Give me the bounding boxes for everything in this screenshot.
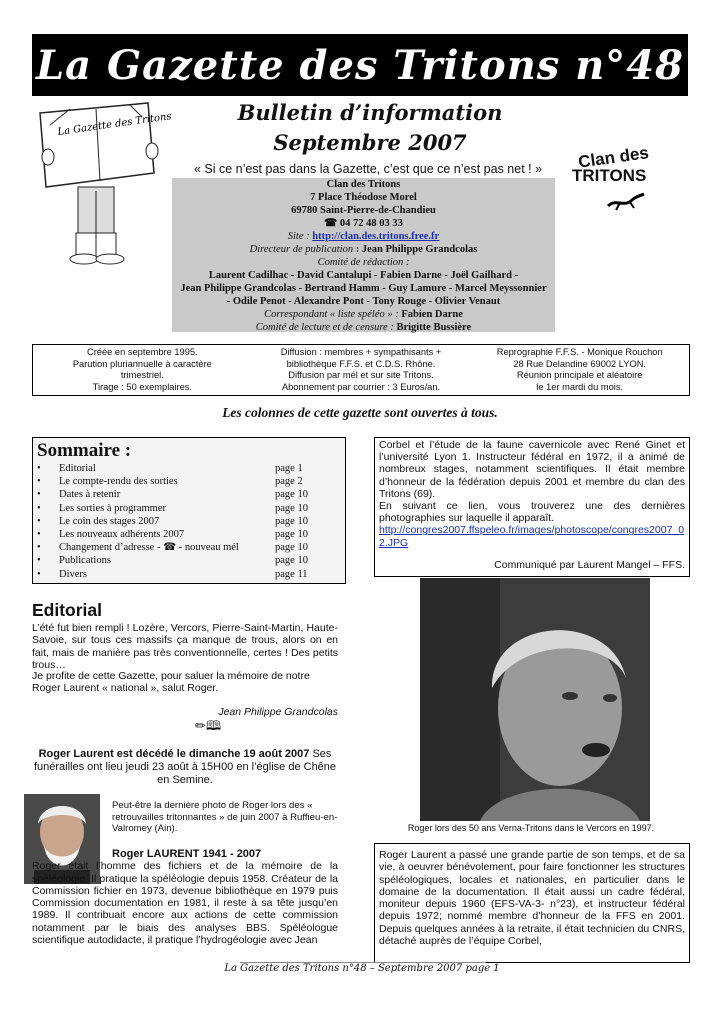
toc-title: Sommaire : [37, 440, 132, 461]
strip-text: Diffusion par mél et sur site Tritons. [288, 370, 434, 380]
committee-line-2: Jean Philippe Grandcolas - Bertrand Hamm - Guy Lamure - Marcel Meyssonnier [180, 283, 547, 294]
table-of-contents [32, 437, 346, 584]
strip-col-reprographie [470, 345, 689, 395]
committee-line-3: - Odile Penot - Alexandre Pont - Tony Rouge - Olivier Venaut [226, 296, 501, 307]
toc-item-label: Les sorties à programmer [59, 502, 167, 514]
toc-item [33, 541, 345, 554]
roger-bio [32, 848, 338, 946]
editorial-para-1: L’été fut bien rempli ! Lozère, Vercors, Pierre-Saint-Martin, Haute-Savoie, sur tous ces massifs ça manque de trous, alors on en fait, mais de manière pas très conventionnelle, certes ! Des petits trous… [32, 622, 338, 671]
strip-text: Créée en septembre 1995. [87, 347, 198, 357]
committee-line-1: Laurent Cadilhac - David Cantalupi - Fabien Darne - Joël Gailhard - [208, 270, 519, 281]
bulletin-heading: Bulletin d’information [237, 100, 503, 125]
masthead [32, 34, 688, 96]
toc-item [33, 475, 345, 488]
strip-col-creation [33, 345, 252, 395]
logo-line1: Clan des [577, 143, 650, 172]
editorial-para-2: Je profite de cette Gazette, pour saluer la mémoire de notre Roger Laurent « national », salut Roger. [32, 670, 310, 695]
reading-name: Brigitte Bussière [393, 322, 472, 333]
toc-item-page: page 11 [275, 568, 308, 580]
toc-item [33, 554, 345, 567]
toc-item-label: Dates à retenir [59, 489, 121, 501]
toc-item-page: page 10 [275, 528, 308, 540]
toc-item-label: Divers [59, 568, 87, 580]
bullet-icon: • [37, 463, 41, 474]
toc-item [33, 568, 345, 581]
toc-item [33, 502, 345, 515]
reading-label: Comité de lecture et de censure : [255, 322, 394, 333]
bottom-text: Roger Laurent a passé une grande partie de son temps, et de sa vie, à oeuvrer bénévolement, pour faire fonctionner les structures spéléologiques, locales et nationales, en particulier dans le domaine de la documentation. Il était aussi un cadre fédéral, moniteur depuis 1960 (EFS-VA-3- n°23), et instructeur fédéral depuis 1972; nommé membre d’honneur de la FFS en 2001. Depuis quelques années à la retraite, il était technicien du CNRS, détaché auprès de l’équipe Corbel, [379, 849, 685, 948]
right-text-2: En suivant ce lien, vous trouverez une des dernières photographies sur laquelle il apparaît. [379, 500, 685, 525]
org-city: 69780 Saint-Pierre-de-Chandieu [291, 205, 436, 216]
toc-item-page: page 10 [275, 489, 308, 501]
director-name: : Jean Philippe Grandcolas [353, 244, 478, 255]
toc-item [33, 488, 345, 501]
correspondent-label: Correspondant « liste spéléo » : [264, 309, 399, 320]
toc-item-page: page 10 [275, 542, 308, 554]
org-street: 7 Place Théodose Morel [310, 192, 417, 203]
site-label: Site : [287, 231, 310, 242]
director-label: Directeur de publication [249, 244, 354, 255]
strip-text: le 1er mardi du mois. [536, 381, 624, 392]
roger-vercors-photo [420, 578, 650, 821]
toc-list [33, 462, 345, 581]
death-notice [32, 748, 338, 787]
bio-text: Roger était l’homme des fichiers et de la mémoire de la spéléologie. Il pratique la spéléologie depuis 1958. Créateur de la Commission fichier en 1973, devenue bibliothèque en 1979 puis Commission documentation en 1981, il reste à sa tête jusqu’en 1989. Il contribuait encore aux actions de cette commission notamment par le biais des analyses BBS. Spéléologue scientifique autodidacte, il pratique l’hydrogéologie avec Jean [32, 860, 338, 947]
gazette-reader-logo [30, 95, 173, 265]
right-bottom-box [374, 843, 690, 963]
svg-text:La Gazette des Tritons: La Gazette des Tritons [56, 111, 173, 138]
bullet-icon: • [37, 489, 41, 501]
site-link[interactable]: http://clan.des.tritons.free.fr [312, 231, 440, 242]
committee-label: Comité de rédaction : [317, 257, 410, 268]
photo-link[interactable]: http://congres2007.ffspeleo.fr/images/photoscope/congres2007_02.JPG [379, 524, 685, 549]
bullet-icon: • [37, 555, 41, 567]
strip-text: 28 Rue Delandine 69002 LYON. [513, 358, 647, 369]
pen-book-icon: ✏🕮 [195, 718, 222, 733]
strip-text: Diffusion : membres + sympathisants + [280, 347, 442, 357]
correspondent-name: Fabien Darne [398, 309, 463, 320]
right-text-1: Corbel et l’étude de la faune cavernicole avec René Ginet et l’université Lyon 1. Instructeur fédéral en 1972, il a animé de nombreux stages, notamment scientifiques. Il était membre d’honneur de la fédération depuis 2001 et membre du clan des Tritons (69). [379, 439, 685, 500]
editorial-signature: Jean Philippe Grandcolas [218, 706, 338, 718]
page-footer: La Gazette des Tritons n°48 – Septembre 2007 page 1 [224, 963, 500, 974]
toc-item-label: Le compte-rendu des sorties [59, 476, 178, 488]
bio-title: Roger LAURENT 1941 - 2007 [112, 848, 262, 860]
toc-item-page: page 10 [275, 515, 308, 527]
bullet-icon: • [37, 568, 41, 580]
toc-item-page: page 1 [275, 463, 303, 474]
toc-item [33, 462, 345, 475]
toc-item-page: page 10 [275, 555, 308, 567]
strip-col-diffusion [252, 345, 471, 395]
strip-text: Reprographie F.F.S. - Monique Rouchon [496, 347, 663, 357]
death-notice-bold: Roger Laurent est décédé le dimanche 19 août 2007 [38, 748, 310, 760]
editorial-title: Editorial [32, 600, 103, 620]
portrait-caption: Peut-être la dernière photo de Roger lors des « retrouvailles tritonnantes » de juin 2007 à Ruffieu-en-Valromey (Ain). [112, 800, 338, 834]
info-box [172, 178, 555, 332]
death-notice-rest: Ses funérailles ont lieu jeudi 23 août à 15H00 en l’église de Chêne en Semine. [33, 748, 337, 786]
gazette-title: La Gazette des Tritons n°48 [36, 41, 684, 89]
bullet-icon: • [37, 515, 41, 527]
strip-text: Tirage : 50 exemplaires. [92, 381, 193, 392]
toc-item-label: Le coin des stages 2007 [59, 515, 160, 527]
bullet-icon: • [37, 528, 41, 540]
strip-text: Parution pluriannuelle à caractère [72, 358, 212, 369]
bulletin-date: Septembre 2007 [273, 130, 467, 155]
toc-item-label: Publications [59, 555, 111, 567]
bullet-icon: • [37, 542, 41, 554]
salamander-icon [606, 190, 646, 214]
toc-item-page: page 2 [275, 476, 303, 488]
strip-text: trimestriel. [120, 370, 164, 380]
bullet-icon: • [37, 476, 41, 488]
org-name: Clan des Tritons [326, 179, 401, 190]
right-article-box [374, 437, 690, 577]
slogan: « Si ce n’est pas dans la Gazette, c’est que ce n’est pas net ! » [193, 162, 543, 176]
publication-info-strip [32, 344, 690, 396]
big-photo-caption: Roger lors des 50 ans Verna-Tritons dans le Vercors en 1997. [407, 823, 655, 833]
toc-item-label: Editorial [59, 463, 96, 474]
toc-item [33, 528, 345, 541]
open-columns-note: Les colonnes de cette gazette sont ouvertes à tous. [222, 405, 498, 420]
toc-item [33, 515, 345, 528]
toc-item-label: Changement d’adresse - ☎ - nouveau mél [59, 542, 239, 554]
credit-line: Communiqué par Laurent Mangel – FFS. [494, 558, 685, 571]
strip-text: bibliothèque F.F.S. et C.D.S. Rhône. [286, 358, 436, 369]
toc-item-page: page 10 [275, 502, 308, 514]
clan-tritons-logo [566, 140, 676, 220]
org-phone: ☎ 04 72 48 03 33 [324, 218, 403, 229]
logo-line2: TRITONS [572, 166, 647, 185]
toc-item-label: Les nouveaux adhérents 2007 [59, 528, 185, 540]
strip-text: Abonnement par courrier : 3 Euros/an. [281, 381, 441, 392]
strip-text: Réunion principale et aléatoire [516, 370, 643, 380]
bullet-icon: • [37, 502, 41, 514]
